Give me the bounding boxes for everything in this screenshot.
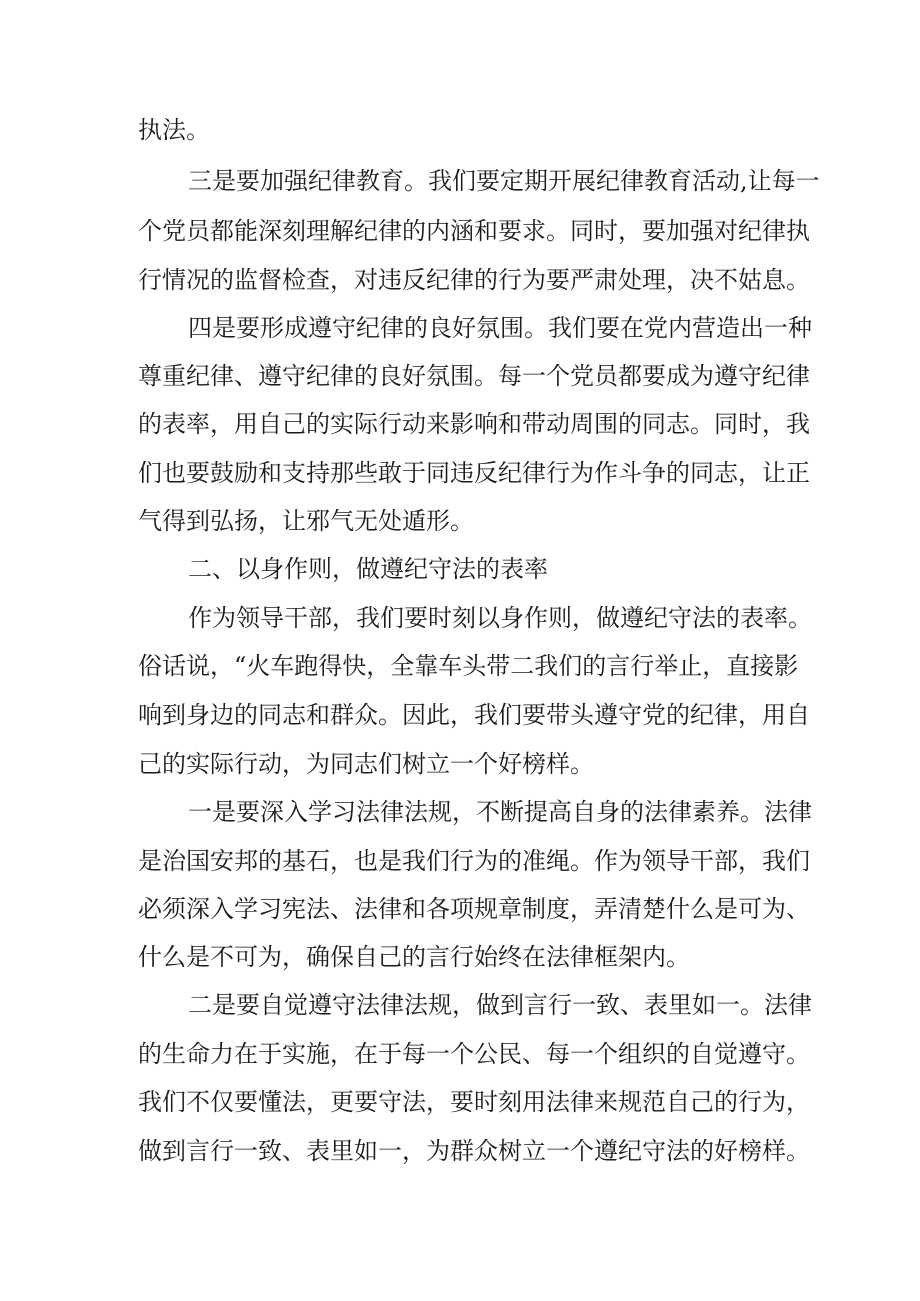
text-line: 二是要自觉遵守法律法规，做到言行一致、表里如一。法律 xyxy=(188,991,812,1019)
text-line: 俗话说，“火车跑得快，全靠车头带二我们的言行举止，直接影 xyxy=(138,652,799,680)
text-line: 尊重纪律、遵守纪律的良好氛围。每一个党员都要成为遵守纪律 xyxy=(138,362,810,390)
text-line: 三是要加强纪律教育。我们要定期开展纪律教育活动,让每一 xyxy=(188,167,820,195)
text-line: 己的实际行动，为同志们树立一个好榜样。 xyxy=(138,750,594,778)
text-line: 作为领导干部，我们要时刻以身作则，做遵纪守法的表率。 xyxy=(188,604,812,632)
text-line: 们也要鼓励和支持那些敢于同违反纪律行为作斗争的同志，让正 xyxy=(138,459,810,487)
text-line: 必须深入学习宪法、法律和各项规章制度，弄清楚什么是可为、 xyxy=(138,895,810,923)
text-line: 行情况的监督检查，对违反纪律的行为要严肃处理，决不姑息。 xyxy=(138,266,810,294)
text-line: 的表率，用自己的实际行动来影响和带动周围的同志。同时，我 xyxy=(138,410,810,438)
text-line: 气得到弘扬，让邪气无处遁形。 xyxy=(138,507,474,535)
text-line: 做到言行一致、表里如一，为群众树立一个遵纪守法的好榜样。 xyxy=(138,1137,810,1165)
text-line: 的生命力在于实施，在于每一个公民、每一个组织的自觉遵守。 xyxy=(138,1040,810,1068)
text-line: 我们不仅要懂法，更要守法，要时刻用法律来规范自己的行为， xyxy=(138,1088,810,1116)
text-line: 一是要深入学习法律法规，不断提高自身的法律素养。法律 xyxy=(188,798,812,826)
text-line: 四是要形成遵守纪律的良好氛围。我们要在党内营造出一种 xyxy=(188,314,812,342)
text-line: 个党员都能深刻理解纪律的内涵和要求。同时，要加强对纪律执 xyxy=(138,217,810,245)
text-line: 响到身边的同志和群众。因此，我们要带头遵守党的纪律，用自 xyxy=(138,701,810,729)
text-line: 是治国安邦的基石，也是我们行为的准绳。作为领导干部，我们 xyxy=(138,847,810,875)
section-heading: 二、以身作则，做遵纪守法的表率 xyxy=(188,555,548,583)
text-line: 什么是不可为，确保自己的言行始终在法律框架内。 xyxy=(138,943,690,971)
text-line: 执法。 xyxy=(138,116,210,144)
